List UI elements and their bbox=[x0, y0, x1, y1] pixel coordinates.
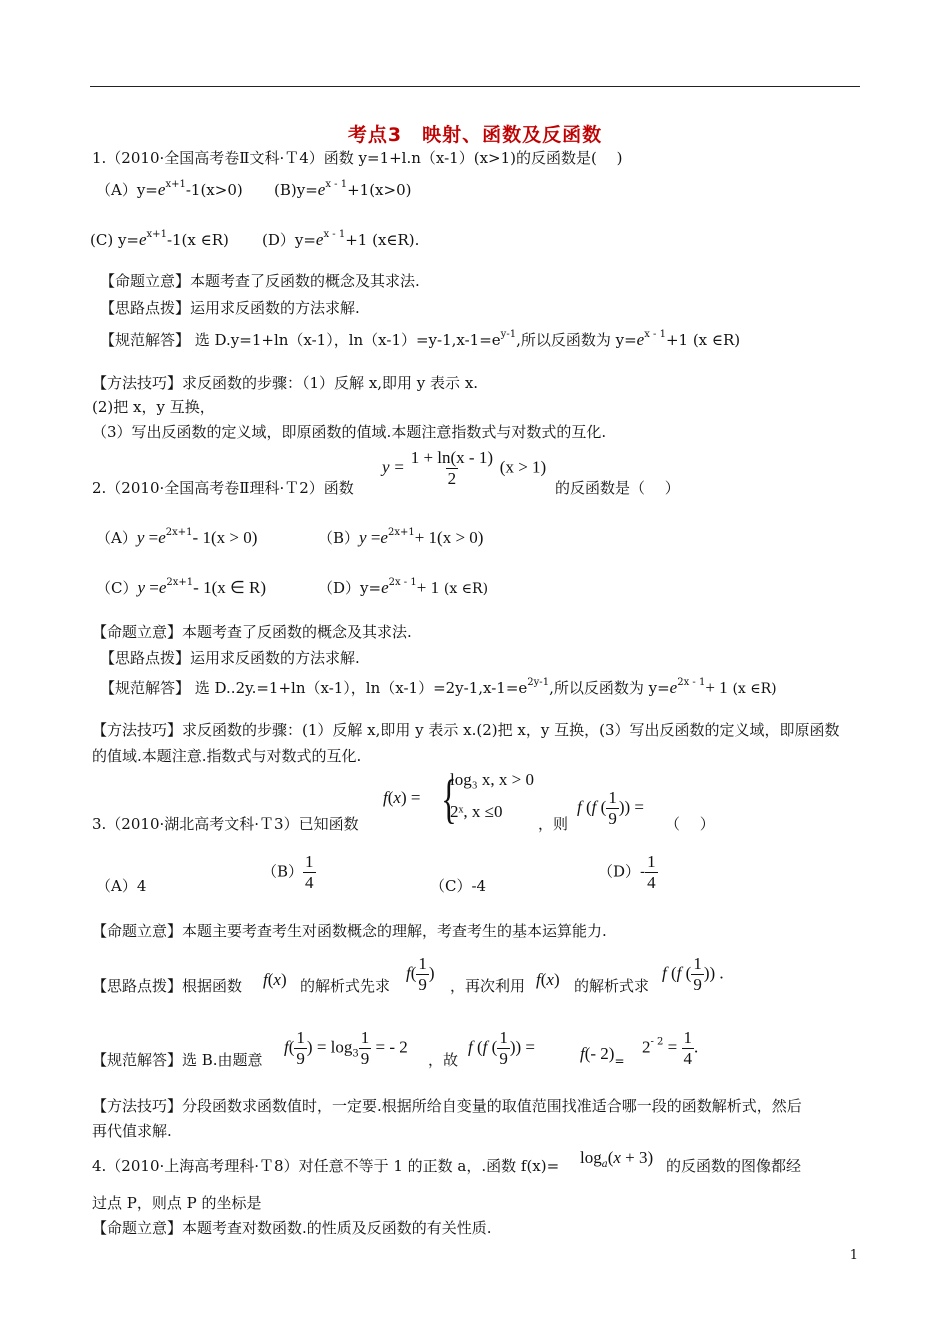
q3-silu-fx-2: f(x) bbox=[536, 970, 560, 989]
q2-fangfa-2: 的值域.本题注意.指数式与对数式的互化. bbox=[92, 747, 362, 765]
q1-option-c: (C) $y=e^{x+1}-1(x$ ∈R) bbox=[90, 229, 229, 249]
q1-mingti: 【命题立意】本题考查了反函数的概念及其求法. bbox=[100, 272, 420, 290]
q1-fangfa-1: 【方法技巧】求反函数的步骤：（1）反解 x,即用 y 表示 x. bbox=[92, 374, 479, 392]
q1-guifan: 【规范解答】 选 D.y=1+ln（x-1），$\ln(x-1)=y-1,x-1=e^{y-1}$,所以反函数为 $y=e^{x - 1}+1$ (x ∈R) bbox=[100, 329, 741, 349]
q2-silu: 【思路点拨】运用求反函数的方法求解. bbox=[100, 649, 360, 667]
q2-function-formula: y = $\frac{1 + \ln(x - 1)}{2}$ (x > 1) bbox=[382, 448, 547, 488]
q3-silu-fx-1: f(x) bbox=[263, 970, 287, 989]
q3-option-d: （D）- $\frac{1}{4}$ bbox=[598, 852, 656, 892]
q3-case-2: 2ˣ, x ≤0 bbox=[450, 802, 503, 821]
q2-stem: 2.（2010·全国高考卷Ⅱ理科·Ｔ2）函数 bbox=[92, 479, 354, 497]
q3-option-c: （C）-4 bbox=[430, 877, 487, 895]
q3-guifan-eq-3: f(- $2)_=$ bbox=[580, 1044, 625, 1068]
q3-fangfa-2: 再代值求解. bbox=[92, 1122, 172, 1140]
q2-option-c: $(C)y =e^{2x+1}-$ 1(x ∈ R) bbox=[96, 577, 267, 597]
q2-option-a: $(A)y =e^{2x+1}-$ 1(x > 0) bbox=[96, 527, 258, 547]
q3-guifan-1: 【规范解答】选 B.由题意 bbox=[92, 1051, 263, 1069]
q3-stem: 3.（2010·湖北高考文科·Ｔ3）已知函数 bbox=[92, 815, 359, 833]
q3-ff19: f (f ( $\frac{1}{9}$ )) = bbox=[577, 788, 644, 828]
q3-blank: （ ） bbox=[665, 815, 715, 833]
q3-silu-ff19: f (f ( $\frac{1}{9}$ )) . bbox=[662, 954, 724, 994]
q3-silu-2: 的解析式先求 bbox=[300, 977, 391, 995]
q4-stem-3: 过点 P，则点 P 的坐标是 bbox=[92, 1194, 262, 1212]
q1-option-d: $(D)y=e^{x - 1}+1$ (x∈R). bbox=[262, 229, 420, 249]
q3-guifan-eq-4: $2^{- 2}$ = $\frac{1}{4}$ . bbox=[642, 1028, 699, 1068]
q3-option-b: （B） $\frac{1}{4}$ bbox=[262, 852, 314, 892]
q2-option-b: $(B)y =e^{2x+1}+ 1(x > 0)$ bbox=[318, 527, 484, 547]
q4-stem-2: 的反函数的图像都经 bbox=[666, 1157, 802, 1175]
q3-case-1: log₃ x, x > 0 bbox=[450, 770, 534, 789]
q3-silu-1: 【思路点拨】根据函数 bbox=[92, 977, 243, 995]
q1-stem: 1.（2010·全国高考卷Ⅱ文科·Ｔ4）函数 y=1+l.n（x-1）(x>1)的反函数是( ) bbox=[92, 149, 623, 167]
q3-guifan-eq-2: f (f ( $\frac{1}{9}$ )) = bbox=[468, 1028, 535, 1068]
q3-option-a: （A）4 bbox=[96, 877, 147, 895]
q1-silu: 【思路点拨】运用求反函数的方法求解. bbox=[100, 299, 360, 317]
q3-silu-3: ，再次利用 bbox=[450, 977, 526, 995]
q3-silu-4: 的解析式求 bbox=[574, 977, 650, 995]
q3-then: ，则 bbox=[538, 815, 569, 833]
header-rule bbox=[90, 86, 860, 87]
q3-guifan-2: ，故 bbox=[428, 1051, 459, 1069]
q1-option-a: $(A)y=e^{x+1}-1(x>0)$ bbox=[96, 179, 243, 199]
q4-log-formula: $\log_a(x + 3)$ bbox=[580, 1148, 654, 1170]
q3-brace: { bbox=[441, 769, 457, 829]
page-title: 考点3 映射、函数及反函数 bbox=[347, 124, 603, 146]
q4-mingti: 【命题立意】本题考查对数函数.的性质及反函数的有关性质. bbox=[92, 1219, 492, 1237]
q1-fangfa-3: （3）写出反函数的定义域，即原函数的值域.本题注意指数式与对数式的互化. bbox=[92, 423, 607, 441]
q4-stem-1: 4.（2010·上海高考理科·Ｔ8）对任意不等于 1 的正数 a，.函数 f(x)= bbox=[92, 1157, 560, 1175]
q3-silu-f19: f( $\frac{1}{9}$ ) bbox=[406, 954, 435, 994]
q3-guifan-eq-1: f( $\frac{1}{9}$ ) = $\log_3$ $\frac{1}{9}$ = - 2 bbox=[284, 1028, 408, 1068]
q2-mingti: 【命题立意】本题考查了反函数的概念及其求法. bbox=[92, 623, 412, 641]
q3-fx-label: f(x) = bbox=[383, 788, 421, 807]
q3-mingti: 【命题立意】本题主要考查考生对函数概念的理解，考查考生的基本运算能力. bbox=[92, 922, 607, 940]
q2-guifan: 【规范解答】 选 D..2y.=1+ln（x-1），$\ln(x-1)=2y-1,x-1=e^{2y-1}$,所以反函数为 $y=e^{2x - 1}+ 1$ (x ∈R) bbox=[100, 677, 777, 697]
page-number: 1 bbox=[849, 1248, 858, 1263]
q1-option-b: $(B)y=e^{x - 1}+1(x>0)$ bbox=[274, 179, 412, 199]
q2-option-d: $(D)y=e^{2x - 1}+ 1$ (x ∈R) bbox=[318, 577, 489, 597]
q2-fangfa-1: 【方法技巧】求反函数的步骤：(1）反解 x,即用 y 表示 x.(2)把 x，y 互换，(3）写出反函数的定义域，即原函数 bbox=[92, 721, 840, 739]
q1-fangfa-2: (2)把 x，y 互换， bbox=[92, 398, 215, 416]
q3-fangfa-1: 【方法技巧】分段函数求函数值时，一定要.根据所给自变量的取值范围找准适合哪一段的函数解析式，然后 bbox=[92, 1097, 802, 1115]
q2-stem-tail: 的反函数是（ ） bbox=[555, 479, 680, 497]
